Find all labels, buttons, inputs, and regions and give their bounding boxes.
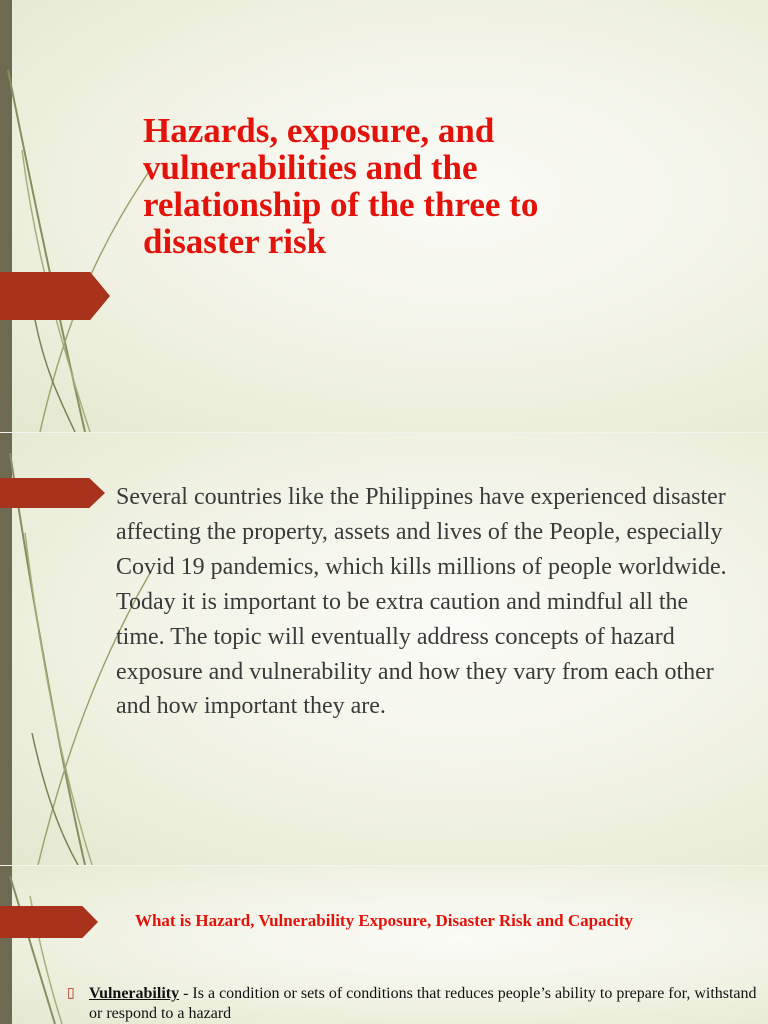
intro-paragraph: Several countries like the Philippines have experienced disaster affecting the property, assets and lives of the People, especially Covid 19 pandemics, which kills millions of people worldwide. Today it is important to be extra caution and mindful all the time. The topic will eventually address concepts of hazard exposure and vulnerability and how they vary from each other and how important they are. bbox=[116, 484, 727, 720]
arrow-decoration bbox=[0, 478, 105, 508]
definitions-heading: What is Hazard, Vulnerability Exposure, Disaster Risk and Capacity bbox=[134, 911, 634, 930]
slide-intro bbox=[0, 433, 768, 865]
definition-term: Vulnerability bbox=[89, 985, 180, 1002]
bullet-marker-icon: ▯ bbox=[67, 986, 75, 1001]
definition-item-vulnerability bbox=[67, 984, 757, 1024]
decorative-stems bbox=[0, 0, 160, 432]
arrow-decoration bbox=[0, 272, 110, 320]
definition-text: - Is a condition or sets of conditions that reduces people’s ability to prepare for, withstand or respond to a hazard bbox=[89, 985, 757, 1022]
slide-title-heading: Hazards, exposure, and vulnerabilities and the relationship of the three to disaster risk bbox=[143, 111, 539, 261]
slide-title bbox=[0, 0, 768, 432]
slide-definitions bbox=[0, 866, 768, 1024]
